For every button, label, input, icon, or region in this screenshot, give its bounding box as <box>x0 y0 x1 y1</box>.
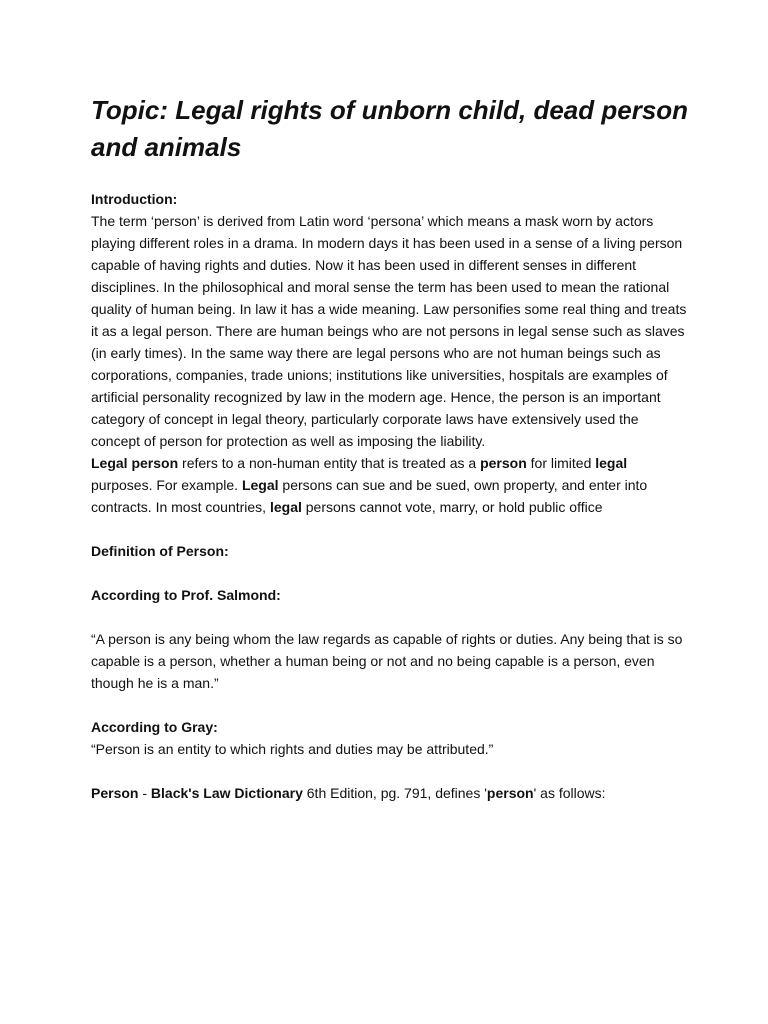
legal-person-text-3: purposes. For example. <box>91 477 242 493</box>
legal-person-term: Legal person <box>91 455 179 471</box>
introduction-heading: Introduction: <box>91 191 178 207</box>
salmond-heading: According to Prof. Salmond: <box>91 587 281 603</box>
legal-person-term-4: Legal <box>241 477 279 493</box>
spacer <box>91 562 691 584</box>
legal-person-paragraph <box>91 452 691 518</box>
blacks-text-3: ' as follows: <box>533 785 606 801</box>
legal-person-text-1: refers to a non-human entity that is treated as a <box>178 455 481 471</box>
legal-person-term-3: legal <box>595 455 628 471</box>
document-page <box>91 92 691 804</box>
document-title: Topic: Legal rights of unborn child, dead person and animals <box>91 95 689 162</box>
legal-person-text-5: persons cannot vote, marry, or hold public office <box>301 499 603 515</box>
blacks-text-1: - <box>138 785 151 801</box>
salmond-quote: “A person is any being whom the law regards as capable of rights or duties. Any being that is so capable is a person, whether a human being or not and no being capable is a person, even though he is a man.” <box>91 631 683 691</box>
blacks-law-line <box>91 782 691 804</box>
blacks-term-dictionary: Black's Law Dictionary <box>150 785 303 801</box>
spacer <box>91 760 691 782</box>
legal-person-term-5: legal <box>269 499 302 515</box>
legal-person-term-2: person <box>480 455 527 471</box>
spacer <box>91 606 691 628</box>
gray-quote: “Person is an entity to which rights and duties may be attributed.” <box>91 741 494 757</box>
blacks-text-2: 6th Edition, pg. 791, defines ' <box>302 785 487 801</box>
definition-heading: Definition of Person: <box>91 543 229 559</box>
gray-heading: According to Gray: <box>91 719 218 735</box>
legal-person-text-2: for limited <box>526 455 596 471</box>
spacer <box>91 518 691 540</box>
spacer <box>91 694 691 716</box>
blacks-term-person: Person <box>91 785 139 801</box>
legal-person-text-4: persons can sue and be sued, own property, and enter into contracts. In most countries, <box>91 477 648 515</box>
blacks-term-person-2: person <box>486 785 534 801</box>
introduction-paragraph: The term ‘person’ is derived from Latin word ‘persona’ which means a mask worn by actors playing different roles in a drama. In modern days it has been used in a sense of a living person capable of having rights and duties. Now it has been used in different senses in different disciplines. In the philosophical and moral sense the term has been used to mean the rational quality of human being. In law it has a wide meaning. Law personifies some real thing and treats it as a legal person. There are human beings who are not persons in legal sense such as slaves (in early times). In the same way there are legal persons who are not human beings such as corporations, companies, trade unions; institutions like universities, hospitals are examples of artificial personality recognized by law in the modern age. Hence, the person is an important category of concept in legal theory, particularly corporate laws have extensively used the concept of person for protection as well as imposing the liability. <box>91 213 687 449</box>
